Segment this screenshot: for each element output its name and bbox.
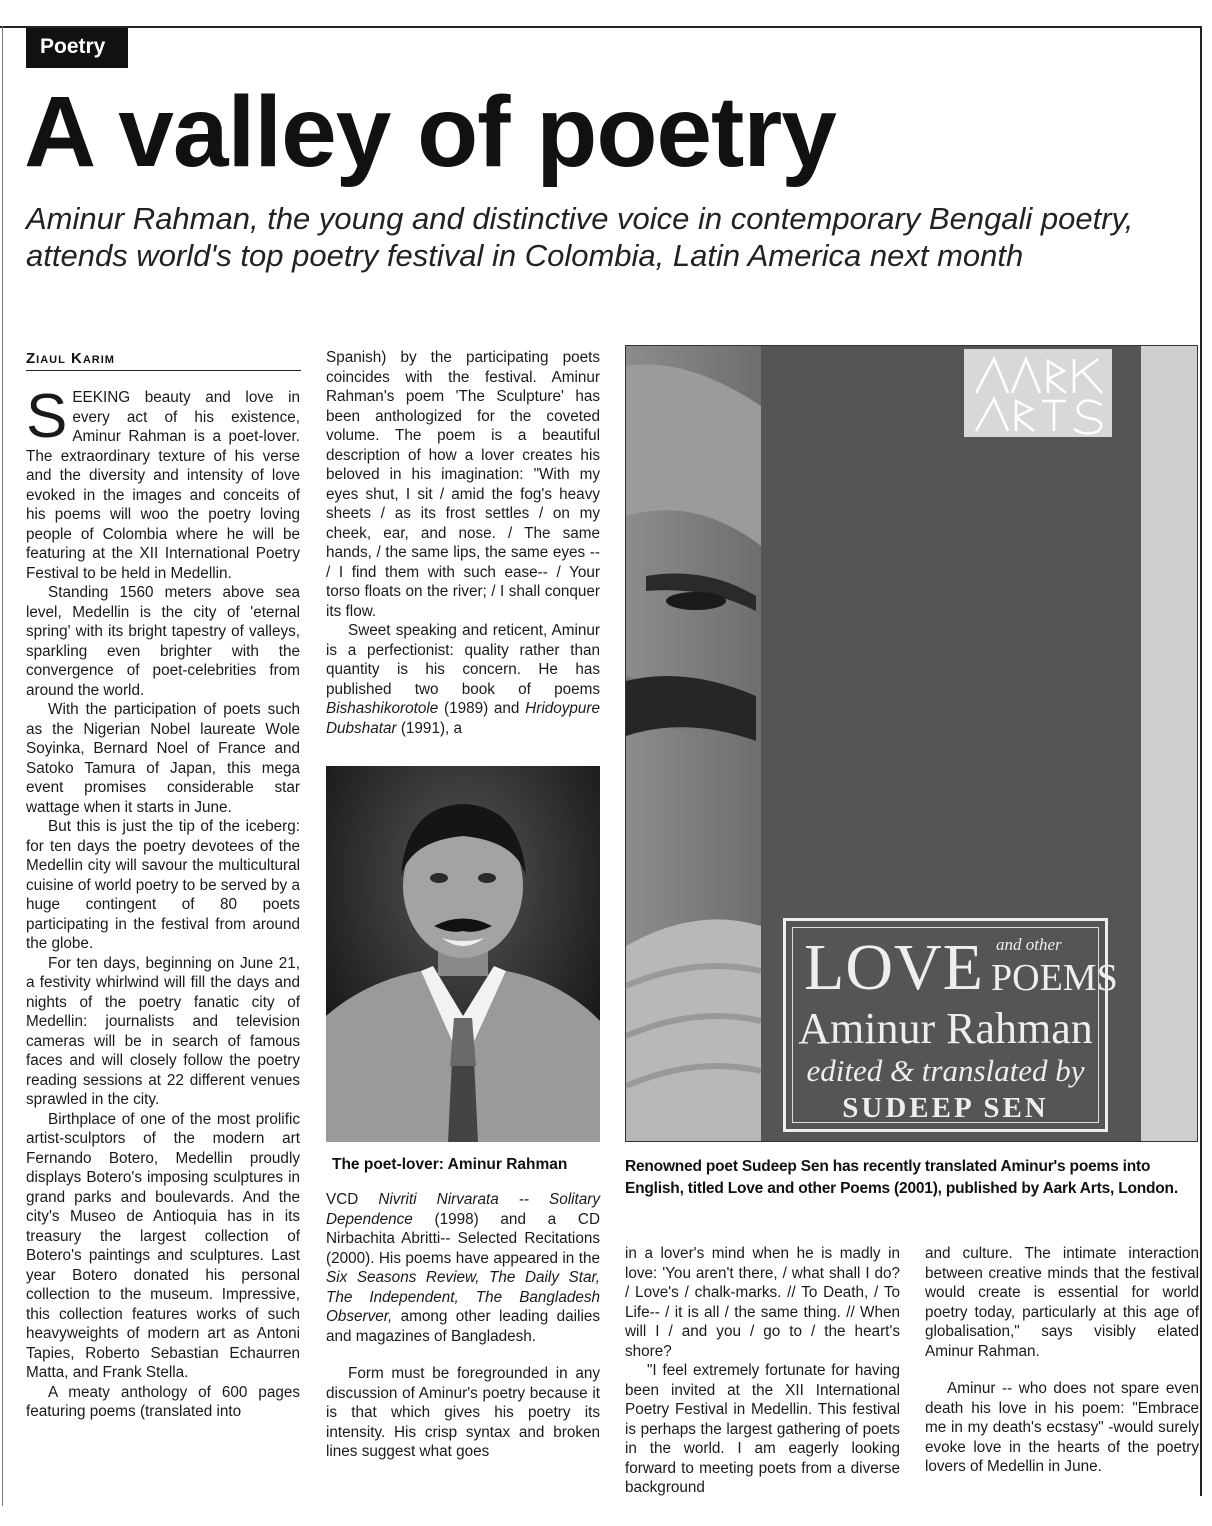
paragraph: Sweet speaking and reticent, Aminur is a perfectionist: quality rather than quantity is his concern. He has published two book of poems Bishashikorotole (1989) and Hridoypure Dubshatar (1991), a bbox=[326, 622, 600, 737]
book-cover-image bbox=[625, 345, 1198, 1142]
top-rule bbox=[0, 26, 1200, 28]
cover-edited-line: edited & translated by bbox=[806, 1053, 1085, 1088]
cover-title-and-other: and other bbox=[996, 935, 1062, 954]
column-4 bbox=[925, 1244, 1199, 1500]
paragraph: Aminur -- who does not spare even death his love in his poem: "Embrace me in my death's ecstasy" -would surely evoke love in the hearts of the poetry lovers of Medellin in June. bbox=[925, 1380, 1199, 1475]
left-rule bbox=[2, 26, 3, 1506]
paragraph: in a lover's mind when he is madly in love: 'You aren't there, / what shall I do? / Love's / chalk-marks. // To Death, / To Life-- / it is all / the same thing. // When will I / and you / go to / the heart's shore? bbox=[625, 1245, 900, 1360]
photo-caption: The poet-lover: Aminur Rahman bbox=[332, 1156, 568, 1173]
paragraph: Birthplace of one of the most prolific artist-sculptors of the modern art Fernando Botero, Medellin proudly displays Botero's imposing sculptures in grand parks and boulevards. And the city's Museo de Antioquia has in its treasury the largest collection of Botero's paintings and sculptures. Last year Botero donated his personal collection to the museum. Impressive, this collection features works of such heavyweights of modern art as Antoni Tapies, Roberto Sebastian Echaurren Matta, and Frank Stella. bbox=[26, 1110, 300, 1381]
paragraph: But this is just the tip of the iceberg: for ten days the poetry devotees of the Medellin city will savour the multicultural cuisine of world poetry to be served by a huge contingent of 80 poets participating in the festival from around the globe. bbox=[26, 818, 300, 952]
paragraph: VCD Nivriti Nirvarata -- Solitary Dependence (1998) and a CD Nirbachita Abritti-- Selected Recitations (2000). His poems have appeared in the Six Seasons Review, The Daily Star, The Independent, The Bangladesh Observer, among other leading dailies and magazines of Bangladesh. bbox=[326, 1191, 601, 1345]
book-title: Bishashikorotole bbox=[326, 700, 439, 717]
paragraph: A meaty anthology of 600 pages featuring poems (translated into bbox=[26, 1383, 300, 1420]
section-tag: Poetry bbox=[26, 28, 128, 68]
publisher-logo-mark bbox=[964, 349, 1112, 437]
paragraph: Form must be foregrounded in any discussion of Aminur's poetry because it is that which gives his poetry its intensity. His crisp syntax and broken lines suggest what goes bbox=[326, 1365, 600, 1460]
column-3 bbox=[625, 1244, 900, 1500]
column-1 bbox=[26, 382, 300, 1500]
paragraph: SEEKING beauty and love in every act of his existence, Aminur Rahman is a poet-lover. The extraordinary texture of his verse and the diversity and intensity of love evoked in the images and conceits of his poems will woo the poetry loving people of Colombia where he will be featuring at the XII International Poetry Festival to be held in Medellin. bbox=[26, 382, 300, 582]
column-2-bottom bbox=[326, 1190, 600, 1500]
paragraph: For ten days, beginning on June 21, a festivity whirlwind will fill the days and nights of the poetry fanatic city of Medellin: journalists and television cameras will be in search of famous faces and will closely follow the poetry reading sessions at 22 different venues sprawled in the city. bbox=[26, 954, 300, 1108]
cover-title-poems: POEMS bbox=[991, 957, 1118, 999]
publisher-logo bbox=[964, 349, 1112, 437]
publication-list: Six Seasons Review, The Daily Star, The Independent, The Bangladesh Observer, bbox=[326, 1269, 600, 1325]
book-caption: Renowned poet Sudeep Sen has recently translated Aminur's poems into English, titled Love and other Poems (2001), published by Aark Arts, London. bbox=[625, 1158, 1178, 1197]
paragraph: and culture. The intimate interaction between creative minds that the festival would create is essential for world poetry today, particularly at this age of globalisation," says visibly elated Aminur Rahman. bbox=[925, 1245, 1199, 1360]
byline: Ziaul Karim bbox=[26, 350, 301, 371]
paragraph: Spanish) by the participating poets coincides with the festival. Aminur Rahman's poem 'The Sculpture' has been anthologized for the coveted volume. The poem is a beautiful description of how a lover creates his beloved in his imagination: "With my eyes shut, I sit / amid the fog's heavy sheets / as its frost settles / on my cheek, ear, and nose. / The same hands, / the same lips, the same eyes -- / I find them with such ease-- / Your torso floats on the river; / I shall conquer its flow. bbox=[326, 349, 600, 620]
portrait-photo bbox=[326, 766, 600, 1142]
paragraph: Standing 1560 meters above sea level, Medellin is the city of 'eternal spring' with its bright tapestry of valleys, sparkling even brighter with the convergence of poet-celebrities from around the world. bbox=[26, 584, 300, 699]
cover-title-box bbox=[783, 918, 1118, 1132]
cover-title-love: LOVE bbox=[804, 931, 984, 1004]
portrait-illustration bbox=[326, 766, 600, 1142]
paragraph: With the participation of poets such as the Nigerian Nobel laureate Wole Soyinka, Bernard Noel of France and Satoko Tamura of Japan, this mega event promises considerable star wattage when it starts in June. bbox=[26, 701, 300, 816]
drop-cap: S bbox=[26, 382, 68, 451]
cover-translator: SUDEEP SEN bbox=[842, 1092, 1049, 1124]
column-2-top bbox=[326, 348, 600, 748]
headline: A valley of poetry bbox=[24, 76, 836, 188]
cover-author: Aminur Rahman bbox=[798, 1004, 1093, 1053]
deck: Aminur Rahman, the young and distinctive voice in contemporary Bengali poetry, attends world's top poetry festival in Colombia, Latin America next month bbox=[26, 201, 1134, 273]
book-title: Hridoypure Dubshatar bbox=[326, 700, 600, 737]
paragraph: "I feel extremely fortunate for having been invited at the XII International Poetry Festival in Medellin. This festival is perhaps the largest gathering of poets in the world. I am eagerly looking forward to meeting poets from a diverse background bbox=[625, 1362, 900, 1496]
vcd-title: Nivriti Nirvarata -- Solitary Dependence bbox=[326, 1191, 601, 1228]
